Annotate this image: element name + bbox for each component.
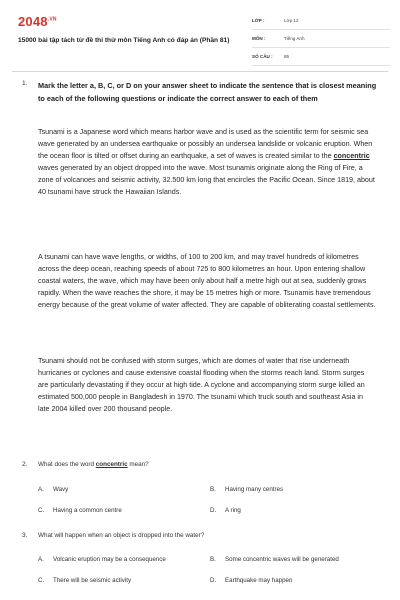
option-d[interactable] — [210, 507, 241, 514]
option-b[interactable] — [210, 556, 339, 563]
option-c[interactable] — [38, 577, 131, 584]
option-c[interactable] — [38, 507, 122, 514]
question-number: 1. — [22, 80, 28, 87]
option-letter: B. — [210, 556, 216, 563]
option-letter: A. — [38, 486, 44, 493]
passage-paragraph-2: A tsunami can have wave lengths, or widths, of 100 to 200 km, and may travel hundreds of kilometres across the deep ocean, reaching speeds of about 725 to 800 kilometres an hour. Upon entering shallow coastal waters, the wave, which may have been only about half a metre high out at sea, suddenly grows rapidly. When the wave reaches the shore, it may be 15 metres high or more. Tsunamis have tremendous energy because of the great volume of water affected. They are capable of obliterating coastal settlements. — [38, 253, 376, 309]
option-b[interactable] — [210, 486, 283, 493]
page-header — [18, 12, 388, 70]
question-stem — [38, 461, 378, 468]
question-number: 3. — [22, 532, 28, 539]
option-a[interactable] — [38, 556, 166, 563]
highlighted-keyword: concentric — [95, 461, 128, 468]
site-logo[interactable] — [18, 14, 57, 29]
option-text: Earthquake may happen — [225, 577, 293, 584]
option-text: There will be seismic activity — [53, 577, 132, 584]
paragraph-text: waves generated by an object dropped into the wave. Most tsunamis originate along the Ring of Fire, a zone of volcanoes and seismic activity, 32.500 km long that encircles the Pacific Ocean. Since 1819, about 40 tsunami have struck the Hawaiian Islands. — [38, 163, 375, 196]
meta-label: MÔN : — [252, 36, 266, 41]
option-text: Volcanic eruption may be a consequence — [53, 556, 166, 563]
option-letter: A. — [38, 556, 44, 563]
option-text: Some concentric waves will be generated — [225, 556, 339, 563]
option-text: Having many centres — [225, 486, 284, 493]
meta-row-grade — [252, 16, 390, 30]
meta-label: LỚP : — [252, 18, 265, 23]
document-meta — [252, 16, 390, 70]
meta-row-subject — [252, 34, 390, 48]
option-a[interactable] — [38, 486, 68, 493]
passage-paragraph-3: Tsunami should not be confused with storm surges, which are domes of water that rise underneath hurricanes or cyclones and cause extensive coastal flooding when the storms reach land. Storm surges are particularly devastating if they occur at high tide. A cyclone and accompanying storm surge killed an estimated 500,000 people in Bangladesh in 1970. The tsunami which truck south and southeast Asia in late 2004 killed over 200 thousand people. — [38, 357, 365, 413]
meta-value: 85 — [284, 54, 290, 59]
option-letter: C. — [38, 577, 45, 584]
logo-text: 2048 — [18, 14, 48, 29]
meta-value: Lớp 12 — [284, 18, 299, 23]
logo-suffix: .VN — [47, 16, 57, 23]
document-title: 15000 bài tập tách từ đề thi thử môn Tiếng Anh có đáp án (Phần 81) — [18, 37, 230, 44]
option-letter: D. — [210, 507, 217, 514]
option-text: A ring — [225, 507, 241, 514]
meta-row-count — [252, 52, 390, 66]
paragraph-text: Tsunami is a Japanese word which means harbor wave and is used as the scientific term for seismic sea wave generated by an undersea earthquake or possibly an undersea landslide or volcanic eruption. When the ocean floor is tilted or offset during an earthquake, a set of waves is created similar to the — [38, 128, 373, 160]
option-letter: D. — [210, 577, 217, 584]
meta-value: Tiếng Anh — [284, 36, 305, 41]
question-instruction: Mark the letter a, B, C, or D on your answer sheet to indicate the sentence that is closest meaning to each of the following questions or indicate the correct answer to each of them — [38, 81, 377, 103]
stem-text: mean? — [127, 461, 149, 468]
option-text: Wavy — [53, 486, 69, 493]
highlighted-keyword: concentric — [333, 151, 370, 160]
option-text: Having a common centre — [53, 507, 122, 514]
option-letter: B. — [210, 486, 216, 493]
option-letter: C. — [38, 507, 45, 514]
passage-paragraph-1 — [38, 127, 376, 198]
question-stem: What will happen when an object is dropped into the water? — [38, 532, 205, 539]
question-number: 2. — [22, 461, 28, 468]
meta-label: SỐ CÂU : — [252, 54, 273, 59]
option-d[interactable] — [210, 577, 292, 584]
header-divider — [12, 71, 388, 72]
stem-text: What does the word — [38, 461, 96, 468]
